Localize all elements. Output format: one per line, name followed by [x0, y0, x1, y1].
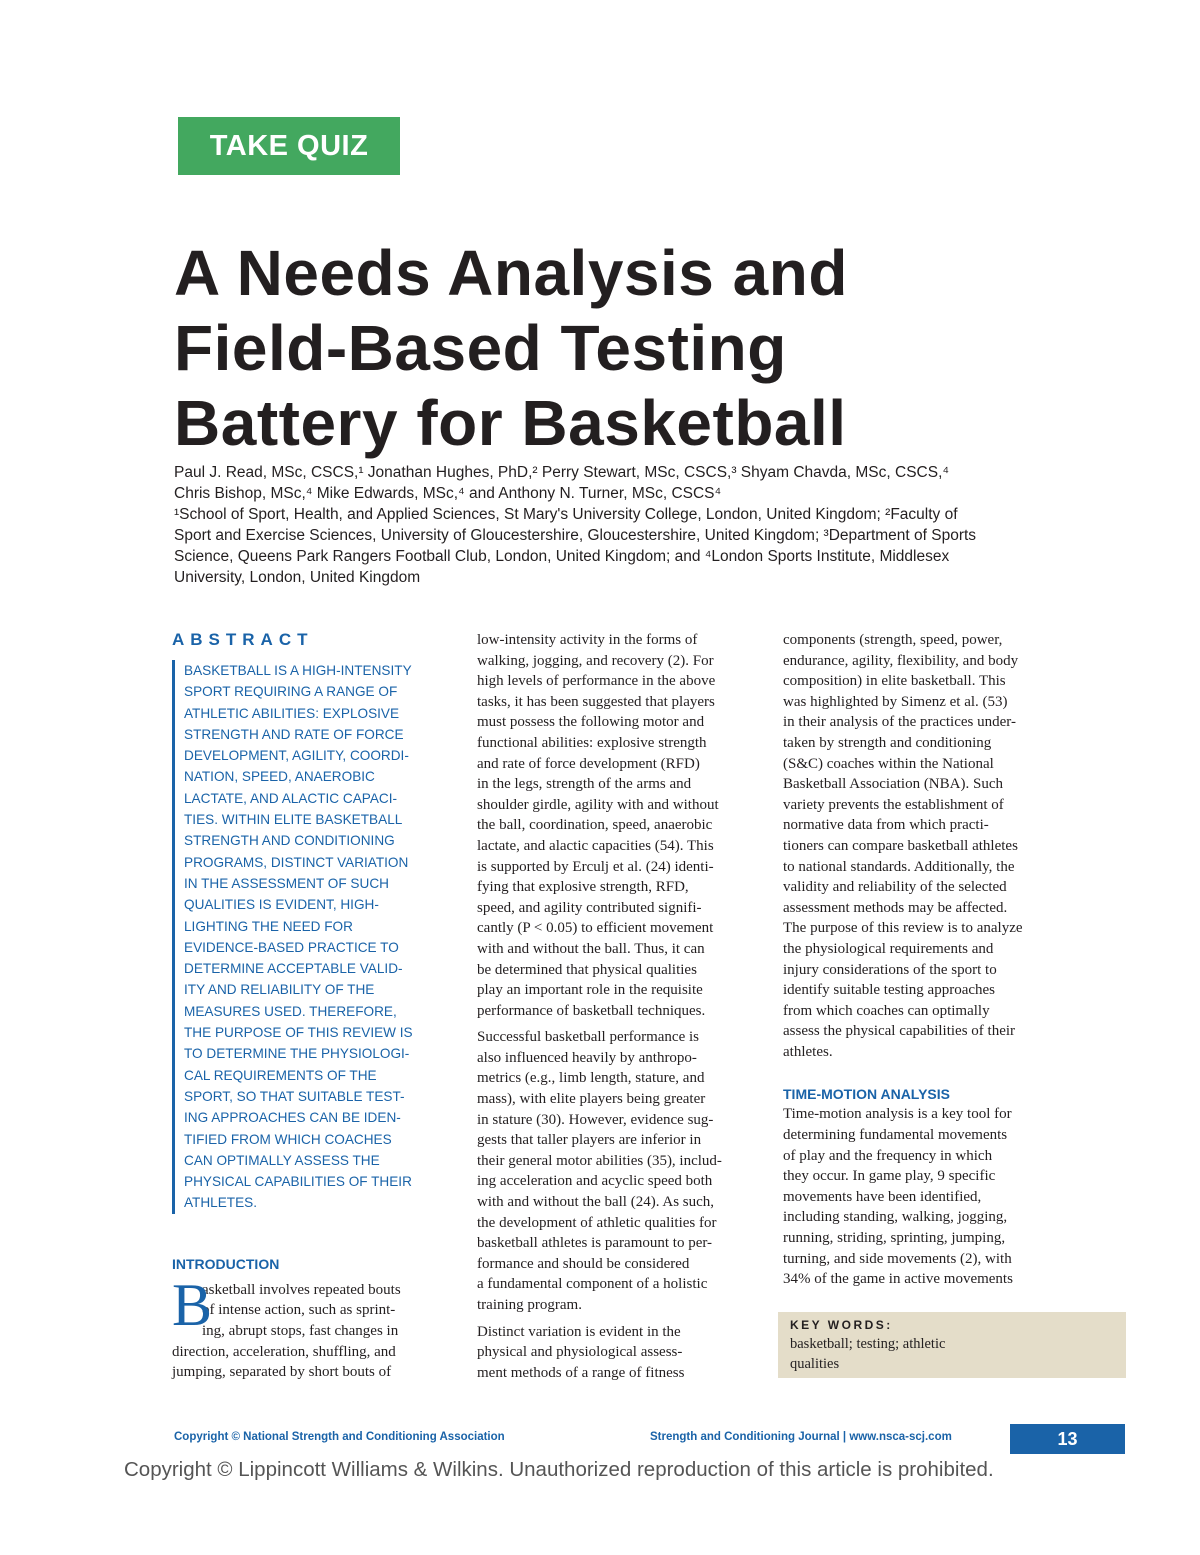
text-line: 34% of the game in active movements — [783, 1271, 1013, 1288]
abstract-line: TO DETERMINE THE PHYSIOLOGI- — [184, 1046, 410, 1062]
text-line: is supported by Erculj et al. (24) identi- — [477, 858, 714, 875]
drop-cap: B — [172, 1271, 213, 1338]
article-title — [174, 236, 1074, 461]
text-line: a fundamental component of a holistic — [477, 1276, 708, 1293]
text-line: determining fundamental movements — [783, 1127, 1008, 1144]
abstract-line: PROGRAMS, DISTINCT VARIATION — [184, 854, 409, 870]
text-line: in the legs, strength of the arms and — [477, 776, 692, 793]
text-line: in stature (30). However, evidence sug- — [477, 1111, 714, 1128]
abstract-line: BASKETBALL IS A HIGH-INTENSITY — [184, 663, 412, 678]
abstract-line: CAL REQUIREMENTS OF THE — [184, 1067, 377, 1083]
text-line: gests that taller players are inferior in — [477, 1132, 702, 1149]
text-line: (S&C) coaches within the National — [783, 755, 994, 772]
affiliation-line: Science, Queens Park Rangers Football Club, London, United Kingdom; and ⁴London Sports Institute, Middlesex — [174, 548, 950, 565]
keywords-line: qualities — [790, 1356, 840, 1372]
text-line: their general motor abilities (35), includ- — [477, 1152, 722, 1169]
text-line: jumping, separated by short bouts of — [172, 1364, 392, 1381]
title-line: A Needs Analysis and — [174, 237, 848, 309]
text-line: with and without the ball (24). As such, — [477, 1194, 715, 1211]
keywords-line: basketball; testing; athletic — [790, 1336, 946, 1352]
abstract-line: ITY AND RELIABILITY OF THE — [184, 982, 375, 998]
text-line: normative data from which practi- — [783, 817, 989, 834]
title-line: Battery for Basketball — [174, 387, 847, 459]
abstract-line: LIGHTING THE NEED FOR — [184, 918, 353, 934]
abstract-line: SPORT, SO THAT SUITABLE TEST- — [184, 1088, 405, 1104]
introduction-heading: INTRODUCTION — [172, 1255, 280, 1272]
text-line: they occur. In game play, 9 specific — [783, 1168, 996, 1185]
text-line: walking, jogging, and recovery (2). For — [477, 652, 714, 669]
abstract-line: MEASURES USED. THEREFORE, — [184, 1003, 397, 1019]
text-line: basketball athletes is paramount to per- — [477, 1235, 713, 1252]
abstract-line: DEVELOPMENT, AGILITY, COORDI- — [184, 748, 409, 764]
author-line: Chris Bishop, MSc,⁴ Mike Edwards, MSc,⁴ and Anthony N. Turner, MSc, CSCS⁴ — [174, 485, 722, 502]
abstract-line: LACTATE, AND ALACTIC CAPACI- — [184, 790, 398, 806]
text-line: taken by strength and conditioning — [783, 734, 992, 751]
keywords-box — [778, 1312, 1126, 1378]
affiliation-line: ¹School of Sport, Health, and Applied Sciences, St Mary's University College, London, United Kingdom; ²Faculty of — [174, 506, 958, 523]
text-line: must possess the following motor and — [477, 714, 705, 731]
text-line: shoulder girdle, agility with and without — [477, 796, 719, 813]
column-3 — [783, 630, 1057, 1290]
text-line: metrics (e.g., limb length, stature, and — [477, 1070, 705, 1087]
abstract-line: ATHLETIC ABILITIES: EXPLOSIVE — [184, 705, 400, 721]
text-line: endurance, agility, flexibility, and body — [783, 652, 1019, 669]
text-line: The purpose of this review is to analyze — [783, 920, 1023, 937]
text-line: ing acceleration and acyclic speed both — [477, 1173, 713, 1190]
take-quiz-button[interactable]: TAKE QUIZ — [178, 117, 400, 175]
abstract-line: ING APPROACHES CAN BE IDEN- — [184, 1110, 401, 1126]
text-line: low-intensity activity in the forms of — [477, 632, 698, 648]
introduction-text — [172, 1271, 450, 1383]
text-line: cantly (P < 0.05) to efficient movement — [477, 920, 714, 937]
abstract-line: EVIDENCE-BASED PRACTICE TO — [184, 939, 399, 955]
affiliation-line: Sport and Exercise Sciences, University of Gloucestershire, Gloucestershire, United Kingdom; ³Department of Sports — [174, 527, 977, 544]
text-line: asketball involves repeated bouts — [202, 1281, 401, 1298]
text-line: turning, and side movements (2), with — [783, 1250, 1012, 1267]
text-line: mass), with elite players being greater — [477, 1091, 706, 1108]
abstract-line: THE PURPOSE OF THIS REVIEW IS — [184, 1025, 413, 1041]
text-line: was highlighted by Simenz et al. (53) — [783, 693, 1008, 710]
abstract-line: STRENGTH AND CONDITIONING — [184, 833, 395, 849]
title-line: Field-Based Testing — [174, 312, 787, 384]
text-line: formance and should be considered — [477, 1255, 690, 1272]
abstract-line: TIES. WITHIN ELITE BASKETBALL — [184, 812, 403, 828]
abstract-line: PHYSICAL CAPABILITIES OF THEIR — [184, 1174, 412, 1190]
text-line: injury considerations of the sport to — [783, 961, 997, 978]
text-line: training program. — [477, 1297, 582, 1313]
text-line: of intense action, such as sprint- — [202, 1302, 396, 1319]
text-line: ment methods of a range of fitness — [477, 1364, 685, 1381]
text-line: identify suitable testing approaches — [783, 982, 996, 999]
abstract-line: QUALITIES IS EVIDENT, HIGH- — [184, 897, 379, 913]
page-number: 13 — [1010, 1424, 1125, 1454]
author-line: Paul J. Read, MSc, CSCS,¹ Jonathan Hughes, PhD,² Perry Stewart, MSc, CSCS,³ Shyam Chavda, MSc, CSCS,⁴ — [174, 464, 950, 481]
abstract-line: DETERMINE ACCEPTABLE VALID- — [184, 961, 403, 977]
text-line: athletes. — [783, 1043, 833, 1060]
text-line: composition) in elite basketball. This — [783, 673, 1006, 690]
text-line: of play and the frequency in which — [783, 1147, 993, 1164]
abstract-line: NATION, SPEED, ANAEROBIC — [184, 769, 375, 785]
text-line: the development of athletic qualities for — [477, 1214, 717, 1231]
text-line: the ball, coordination, speed, anaerobic — [477, 817, 713, 834]
author-affiliations — [174, 462, 1074, 588]
abstract-heading: ABSTRACT — [172, 630, 314, 649]
abstract-line: ATHLETES. — [184, 1195, 258, 1211]
text-line: with and without the ball. Thus, it can — [477, 940, 705, 957]
text-line: play an important role in the requisite — [477, 982, 703, 999]
footer-copyright: Copyright © National Strength and Conditioning Association — [174, 1431, 505, 1443]
text-line: tasks, it has been suggested that players — [477, 693, 715, 710]
text-line: Time-motion analysis is a key tool for — [783, 1106, 1012, 1123]
text-line: running, striding, sprinting, jumping, — [783, 1230, 1006, 1247]
keywords-heading: KEY WORDS: — [790, 1318, 893, 1332]
text-line: direction, acceleration, shuffling, and — [172, 1343, 396, 1360]
text-line: functional abilities: explosive strength — [477, 734, 707, 751]
text-line: in their analysis of the practices under- — [783, 714, 1016, 731]
text-line: and rate of force development (RFD) — [477, 755, 700, 772]
text-line: assessment methods may be affected. — [783, 899, 1008, 916]
column-1 — [172, 630, 450, 1383]
text-line: ing, abrupt stops, fast changes in — [202, 1322, 399, 1339]
text-line: including standing, walking, jogging, — [783, 1209, 1008, 1226]
abstract-line: TIFIED FROM WHICH COACHES — [184, 1131, 392, 1147]
abstract-line: SPORT REQUIRING A RANGE OF — [184, 684, 398, 700]
abstract-line: CAN OPTIMALLY ASSESS THE — [184, 1152, 380, 1168]
time-motion-heading: TIME-MOTION ANALYSIS — [783, 1086, 950, 1103]
copyright-notice: Copyright © Lippincott Williams & Wilkins. Unauthorized reproduction of this article is prohibited. — [124, 1458, 994, 1481]
keywords-list — [790, 1334, 1126, 1374]
text-line: also influenced heavily by anthropo- — [477, 1049, 697, 1066]
abstract-body — [172, 660, 450, 1214]
text-line: from which coaches can optimally — [783, 1002, 990, 1019]
text-line: components (strength, speed, power, — [783, 632, 1003, 648]
text-line: Successful basketball performance is — [477, 1029, 700, 1046]
text-line: variety prevents the establishment of — [783, 796, 1004, 813]
text-line: speed, and agility contributed signifi- — [477, 899, 702, 916]
abstract-line: IN THE ASSESSMENT OF SUCH — [184, 875, 389, 891]
footer-journal: Strength and Conditioning Journal | www.nsca-scj.com — [650, 1431, 952, 1443]
text-line: the physiological requirements and — [783, 940, 994, 957]
abstract-line: STRENGTH AND RATE OF FORCE — [184, 726, 404, 742]
text-line: physical and physiological assess- — [477, 1344, 683, 1361]
text-line: tioners can compare basketball athletes — [783, 837, 1018, 854]
text-line: lactate, and alactic capacities (54). This — [477, 837, 714, 854]
text-line: Basketball Association (NBA). Such — [783, 776, 1003, 793]
text-line: fying that explosive strength, RFD, — [477, 879, 689, 896]
column-2 — [477, 630, 751, 1383]
text-line: high levels of performance in the above — [477, 673, 716, 690]
text-line: assess the physical capabilities of their — [783, 1023, 1016, 1040]
affiliation-line: University, London, United Kingdom — [174, 569, 421, 586]
text-line: performance of basketball techniques. — [477, 1002, 706, 1019]
text-line: be determined that physical qualities — [477, 961, 697, 978]
text-line: to national standards. Additionally, the — [783, 858, 1015, 875]
text-line: Distinct variation is evident in the — [477, 1323, 681, 1340]
text-line: movements have been identified, — [783, 1188, 982, 1205]
text-line: validity and reliability of the selected — [783, 879, 1007, 896]
